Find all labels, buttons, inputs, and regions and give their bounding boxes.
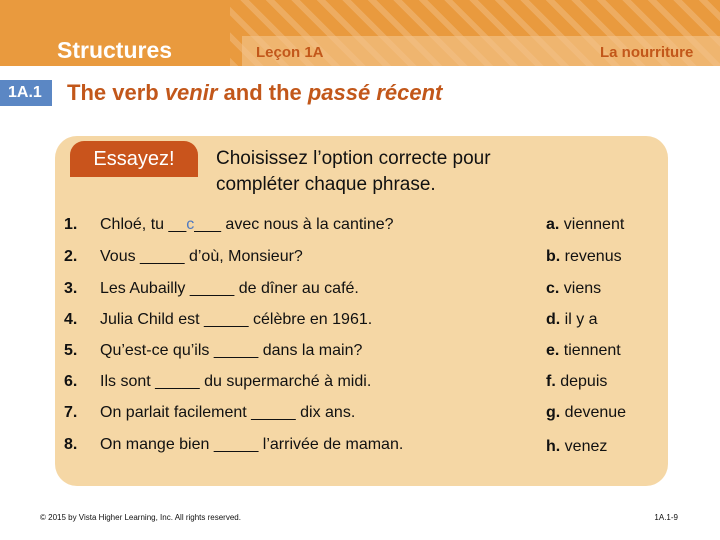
exercise-row	[0, 280, 720, 304]
item-number: 7.	[64, 404, 78, 421]
item-number: 8.	[64, 436, 78, 453]
lesson-label: Leçon 1A	[256, 44, 324, 61]
option	[546, 404, 626, 422]
exercise-row	[0, 373, 720, 397]
option-letter: a.	[546, 216, 560, 233]
exercise-row	[0, 342, 720, 366]
option-text: depuis	[555, 373, 608, 390]
topic-title-passe-recent: passé récent	[307, 80, 443, 105]
option-letter: e.	[546, 342, 560, 359]
exercise-row	[0, 216, 720, 240]
option-letter: b.	[546, 248, 561, 265]
option-text: venez	[560, 438, 608, 455]
exercise-row	[0, 248, 720, 272]
topic-title-venir: venir	[164, 80, 218, 105]
item-number: 4.	[64, 311, 78, 328]
topic-title-part1: The verb	[67, 80, 165, 105]
exercise-row	[0, 311, 720, 335]
item-sentence: On mange bien _____ l’arrivée de maman.	[100, 436, 404, 453]
item-sentence: Ils sont _____ du supermarché à midi.	[100, 373, 372, 390]
option-letter: g.	[546, 404, 561, 421]
item-sentence: Les Aubailly _____ de dîner au café.	[100, 280, 359, 297]
section-title: Structures	[57, 37, 173, 63]
option	[546, 342, 621, 360]
answer-text: c	[186, 216, 195, 233]
item-sentence: Qu’est-ce qu’ils _____ dans la main?	[100, 342, 363, 359]
option-text: viens	[559, 280, 602, 297]
item-sentence: Vous _____ d’où, Monsieur?	[100, 248, 303, 265]
option-text: revenus	[560, 248, 622, 265]
exercise-row	[0, 436, 720, 460]
option	[546, 311, 598, 329]
item-sentence: On parlait facilement _____ dix ans.	[100, 404, 356, 421]
item-sentence: Julia Child est _____ célèbre en 1961.	[100, 311, 373, 328]
option-letter: h.	[546, 438, 561, 455]
option	[546, 438, 607, 456]
copyright-notice: © 2015 by Vista Higher Learning, Inc. All rights reserved.	[40, 513, 241, 522]
topic-title	[67, 80, 442, 106]
option-letter: f.	[546, 373, 556, 390]
option-text: viennent	[559, 216, 625, 233]
exercise-row	[0, 404, 720, 428]
option	[546, 248, 622, 266]
page-number: 1A.1-9	[654, 513, 678, 522]
option	[546, 280, 601, 298]
item-number: 1.	[64, 216, 78, 233]
topic-code-badge: 1A.1	[0, 80, 52, 106]
option	[546, 216, 624, 234]
option-text: devenue	[560, 404, 627, 421]
option-text: tiennent	[559, 342, 621, 359]
option	[546, 373, 607, 391]
topic-title-part2: and the	[217, 80, 308, 105]
option-text: il y a	[560, 311, 598, 328]
unit-label: La nourriture	[600, 44, 694, 61]
item-number: 2.	[64, 248, 78, 265]
item-number: 6.	[64, 373, 78, 390]
sentence-after: ___ avec nous à la cantine?	[194, 216, 394, 233]
item-sentence	[100, 216, 394, 234]
option-letter: d.	[546, 311, 561, 328]
essayez-tab: Essayez!	[70, 141, 198, 177]
activity-instruction: Choisissez l’option correcte pour compléter chaque phrase.	[216, 148, 491, 195]
option-letter: c.	[546, 280, 560, 297]
item-number: 3.	[64, 280, 78, 297]
sentence-before: Chloé, tu __	[100, 216, 187, 233]
item-number: 5.	[64, 342, 78, 359]
